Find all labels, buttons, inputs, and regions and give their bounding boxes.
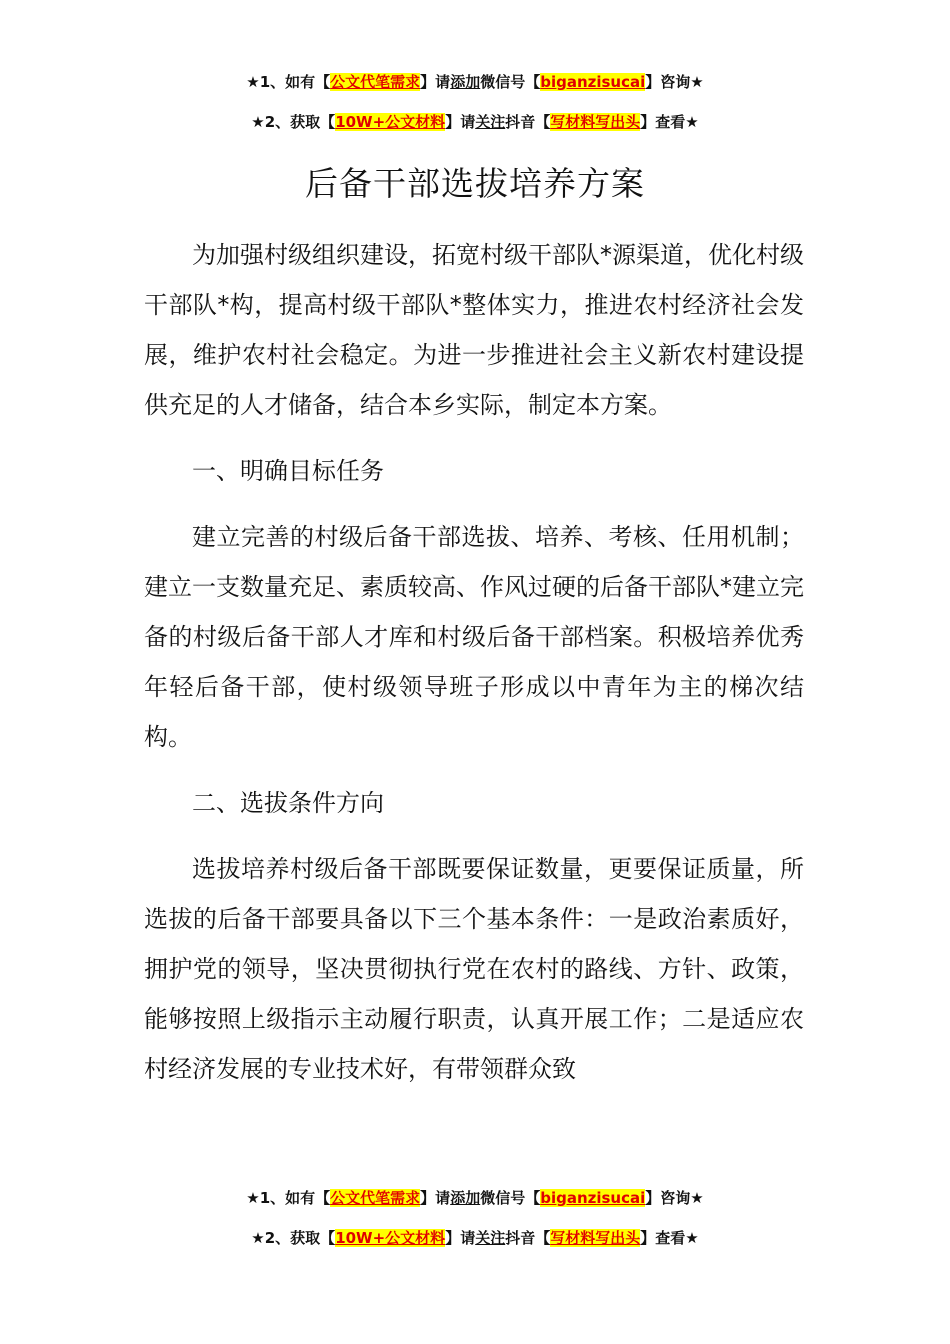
banner-text: 】咨询★ [645, 1189, 704, 1207]
banner-underline: 关注 [475, 113, 506, 131]
banner-text: ★1、如有【 [246, 1189, 331, 1207]
banner-text: 】查看★ [640, 113, 699, 131]
banner-highlight: 写材料写出头 [550, 1229, 641, 1247]
banner-text: 】请 [420, 1189, 451, 1207]
banner-text: 】查看★ [640, 1229, 699, 1247]
banner-highlight: 10W+公文材料 [335, 1229, 446, 1247]
banner-highlight: biganzisucai [540, 1189, 646, 1207]
banner-text: ★2、获取【 [251, 113, 336, 131]
banner-highlight: 公文代笔需求 [330, 73, 421, 91]
banner-highlight: 写材料写出头 [550, 113, 641, 131]
banner-text: ★2、获取【 [251, 1229, 336, 1247]
banner-highlight: 10W+公文材料 [335, 113, 446, 131]
document-title: 后备干部选拔培养方案 [305, 164, 645, 203]
banner-underline: 关注 [475, 1229, 506, 1247]
banner-highlight: 公文代笔需求 [330, 1189, 421, 1207]
section-1-paragraph: 建立完善的村级后备干部选拔、培养、考核、任用机制；建立一支数量充足、素质较高、作风过硬的后备干部队*建立完备的村级后备干部人才库和村级后备干部档案。积极培养优秀年轻后备干部，使村级领导班子形成以中青年为主的梯次结构。 [144, 523, 804, 751]
banner-highlight: biganzisucai [540, 73, 646, 91]
banner-text: 抖音【 [505, 113, 551, 131]
banner-text: 抖音【 [505, 1229, 551, 1247]
banner-text: 】请 [420, 73, 451, 91]
bottom-banner-line-1 [0, 1188, 950, 1208]
banner-underline: 添加 [450, 73, 481, 91]
banner-text: ★1、如有【 [246, 73, 331, 91]
banner-underline: 添加 [450, 1189, 481, 1207]
banner-text: 微信号【 [480, 73, 541, 91]
banner-text: 】请 [445, 1229, 476, 1247]
section-2-paragraph: 选拔培养村级后备干部既要保证数量，更要保证质量，所选拔的后备干部要具备以下三个基本条件：一是政治素质好，拥护党的领导，坚决贯彻执行党在农村的路线、方针、政策，能够按照上级指示主动履行职责，认真开展工作；二是适应农村经济发展的专业技术好，有带领群众致 [144, 855, 804, 1083]
intro-paragraph: 为加强村级组织建设，拓宽村级干部队*源渠道，优化村级干部队*构，提高村级干部队*整体实力，推进农村经济社会发展，维护农村社会稳定。为进一步推进社会主义新农村建设提供充足的人才储备，结合本乡实际，制定本方案。 [144, 241, 804, 419]
top-banner-line-2 [0, 112, 950, 132]
banner-text: 】咨询★ [645, 73, 704, 91]
banner-text: 】请 [445, 113, 476, 131]
section-1-heading: 一、明确目标任务 [192, 457, 384, 485]
section-2-heading: 二、选拔条件方向 [192, 789, 384, 817]
bottom-banner-line-2 [0, 1228, 950, 1248]
top-banner-line-1 [0, 72, 950, 92]
document-body [144, 230, 804, 1094]
banner-text: 微信号【 [480, 1189, 541, 1207]
